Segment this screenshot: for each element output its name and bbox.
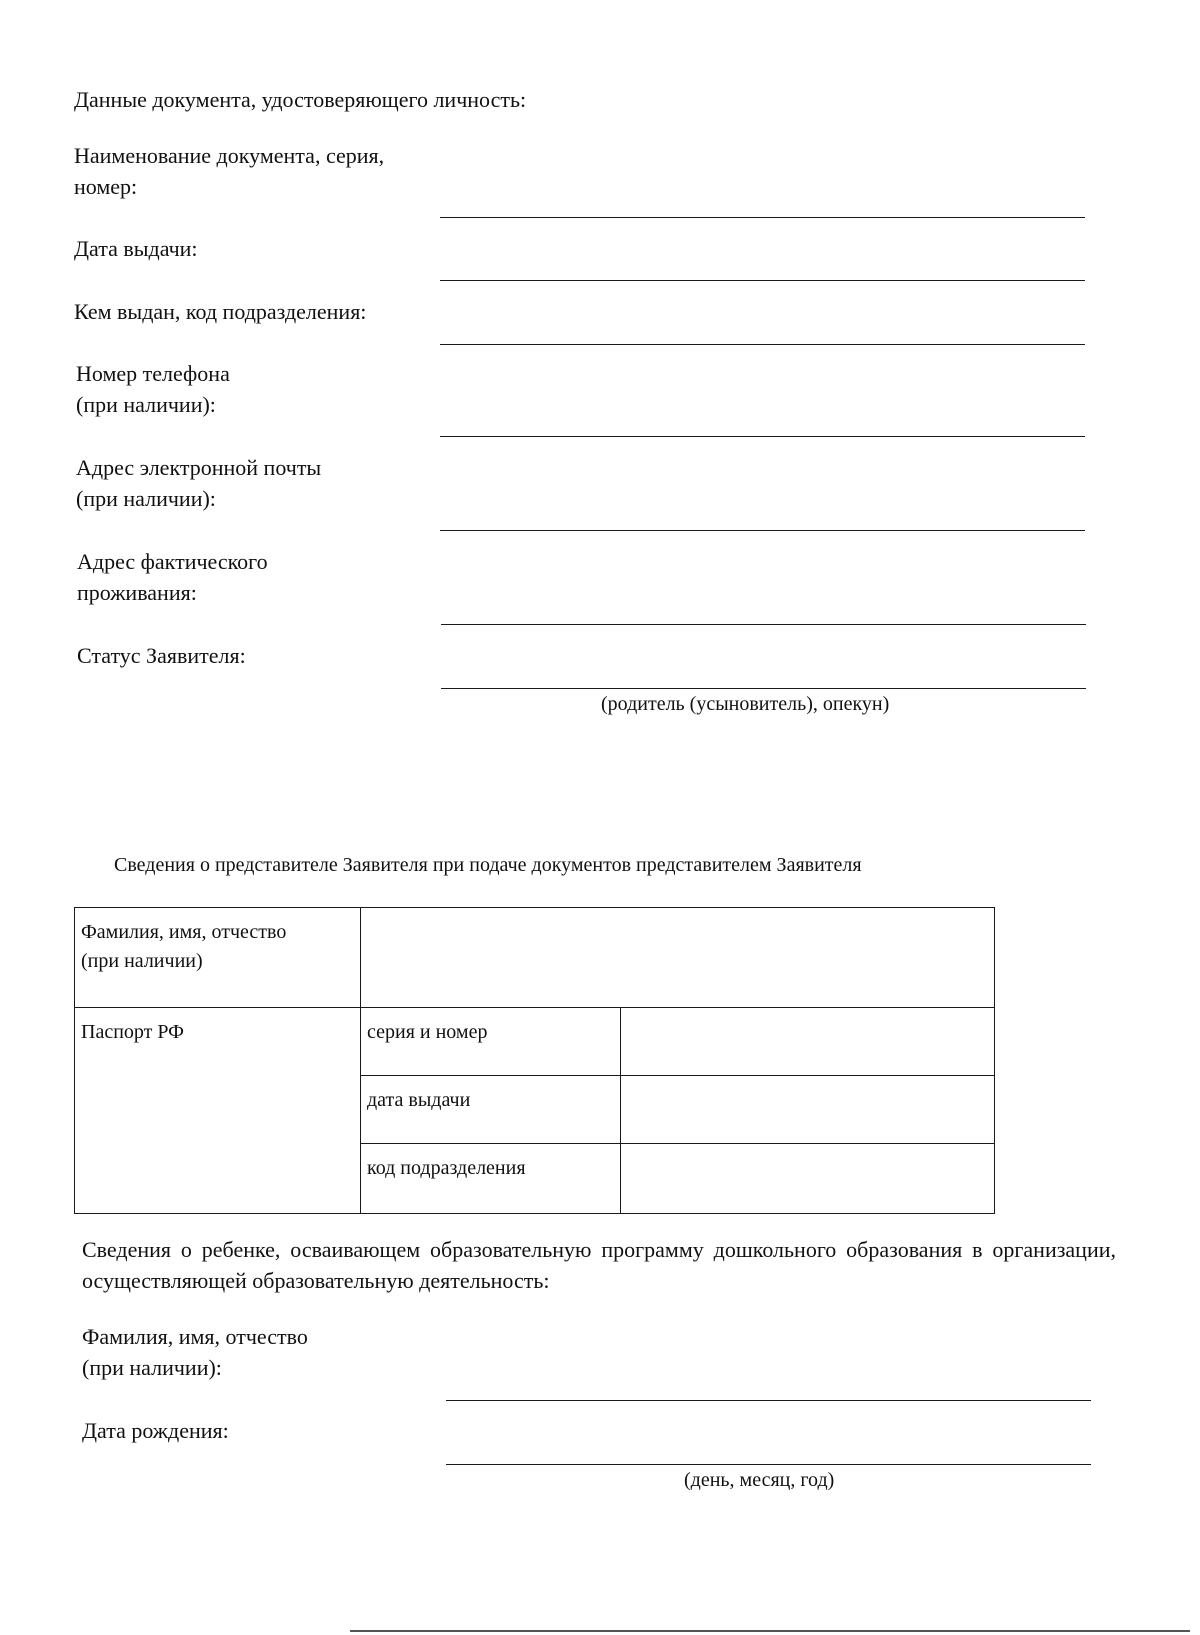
birth-date-label: Дата рождения: [82,1418,229,1443]
fio-label-cell [75,908,361,1008]
issued-by-input-line[interactable] [440,344,1085,345]
issue-date-input-line[interactable] [440,280,1085,281]
passport-series-label-cell [361,1008,621,1076]
identity-doc-heading: Данные документа, удостоверяющего личность: [74,87,527,112]
status-input-line[interactable] [441,688,1086,689]
child-fio-label-line2: (при наличии): [82,1355,222,1380]
passport-label-cell [75,1008,361,1214]
status-label: Статус Заявителя: [77,643,246,668]
birth-date-hint: (день, месяц, год) [684,1469,835,1491]
address-label-line2: проживания: [77,580,197,605]
child-paragraph: Сведения о ребенке, осваивающем образовательную программу дошкольного образования в организации, осуществляющей образовательную деятельность: [82,1237,1116,1293]
table-row [75,1008,995,1076]
passport-code-label-cell [361,1144,621,1214]
passport-date-value-cell[interactable] [621,1076,995,1144]
doc-name-label-line2: номер: [74,174,138,199]
passport-series-label: серия и номер [367,1021,488,1043]
child-fio-input-line[interactable] [446,1400,1091,1401]
birth-date-input-line[interactable] [446,1464,1091,1465]
representative-title: Сведения о представителе Заявителя при подаче документов представителем Заявителя [114,854,862,876]
phone-label-line2: (при наличии): [76,392,216,417]
doc-name-label-line1: Наименование документа, серия, [74,143,385,168]
passport-label: Паспорт РФ [81,1021,184,1043]
passport-code-label: код подразделения [367,1157,526,1179]
table-row [75,908,995,1008]
fio-label-line2: (при наличии) [81,950,203,972]
fio-value-cell[interactable] [361,908,995,1008]
phone-input-line[interactable] [440,436,1085,437]
issue-date-label: Дата выдачи: [74,236,198,261]
email-input-line[interactable] [440,530,1085,531]
email-label-line1: Адрес электронной почты [76,455,322,480]
passport-code-value-cell[interactable] [621,1144,995,1214]
representative-table [74,907,995,1214]
issued-by-label: Кем выдан, код подразделения: [74,299,367,324]
status-hint: (родитель (усыновитель), опекун) [601,693,890,715]
passport-date-label-cell [361,1076,621,1144]
address-label-line1: Адрес фактического [77,549,268,574]
passport-series-value-cell[interactable] [621,1008,995,1076]
email-label-line2: (при наличии): [76,486,216,511]
fio-label-line1: Фамилия, имя, отчество [81,921,287,943]
phone-label-line1: Номер телефона [76,361,230,386]
doc-name-input-line[interactable] [440,217,1085,218]
address-input-line[interactable] [441,624,1086,625]
child-fio-label-line1: Фамилия, имя, отчество [82,1324,308,1349]
passport-date-label: дата выдачи [367,1089,471,1111]
scan-edge-line [350,1630,1190,1632]
